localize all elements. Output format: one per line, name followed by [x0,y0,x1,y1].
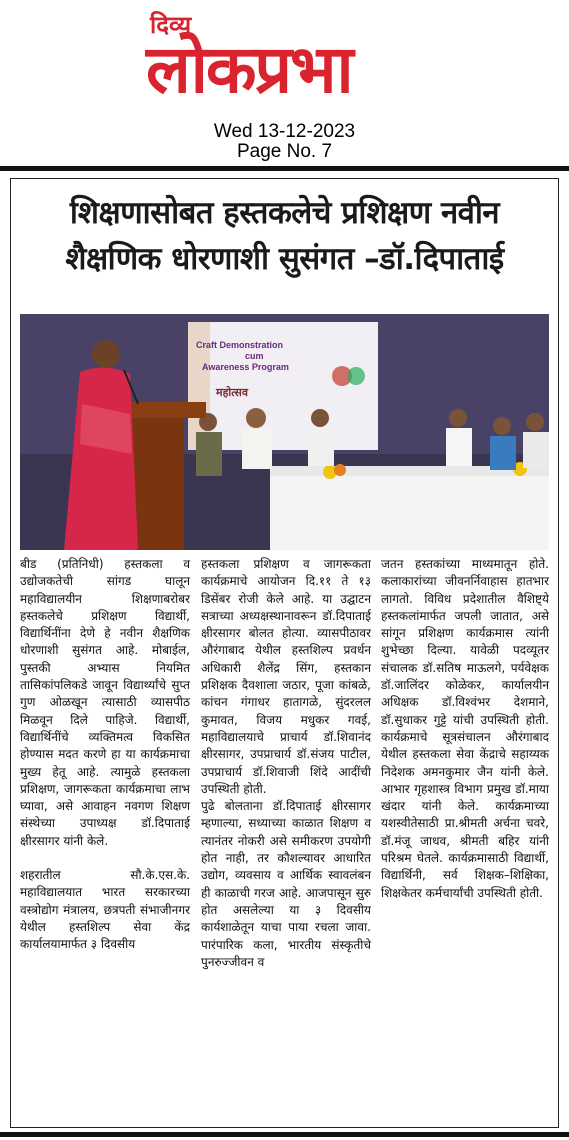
banner-title-3: Awareness Program [202,362,289,372]
banner-word: महोत्सव [216,386,248,399]
article-paragraph: बीड (प्रतिनिधी) हस्तकला व उद्योजकतेची सांगड घालून महाविद्यालयीन शिक्षणाबरोबर हस्तकलेचे प्रशिक्षण विद्यार्थी, विद्यार्थिनींना देणे हे नवीन शैक्षणिक धोरणाशी सुसंगत आहे. मोबाईल, पुस्तकी अभ्यास नियमित तासिकांपलिकडे जावून विद्यार्थ्यांचे सुप्त गुण ओळखून त्यासाठी व्यासपीठ मिळवून दिले पाहिजे. विद्यार्थी, विद्यार्थिनींचे व्यक्तिमत्व विकसित होण्यास मदत करणे हा या कार्यक्रमाचा मुख्य हेतू आहे. त्यामुळे हस्तकला प्रशिक्षण, जागरूकता कार्यक्रमाचा लाभ घ्यावा, असे आवाहन नवगण शिक्षण संस्थेच्या उपाध्यक्ष डॉ.दिपाताई क्षीरसागर यांनी केले. [20,557,190,848]
article-column-3 [381,556,549,902]
headline-line-2: शैक्षणिक धोरणाशी सुसंगत –डॉ.दिपाताई [65,241,504,277]
banner-title-1: Craft Demonstration [196,340,284,350]
article-column-2 [201,556,371,971]
headline-line-1: शिक्षणासोबत हस्तकलेचे प्रशिक्षण नवीन [69,195,500,231]
event-photo [20,314,549,550]
article-paragraph: हस्तकला प्रशिक्षण व जागरूकता कार्यक्रमाचे आयोजन दि.११ ते १३ डिसेंबर रोजी केले आहे. या उद्घाटन सत्राच्या अध्यक्षस्थानावरून डॉ.दिपाताई क्षीरसागर बोलत होत्या. व्यासपीठावर औरंगाबाद येथील हस्तशिल्प प्रवर्धन अधिकारी शैलेंद्र सिंग, हस्तकान प्रशिक्षक दैवशाला जठार, पूजा कांबळे, कांचन गंगाधर हातागळे, सुंदरलल कुमावत, विजय मधुकर गवई, महाविद्यालयाचे प्राचार्य डॉ.शिवानंद क्षीरसागर, उपप्राचार्य डॉ.संजय पाटील, उपप्राचार्य डॉ.शिवाजी शिंदे आदींची उपस्थिती होती. [201,557,371,796]
edition-date: Wed 13-12-2023 [213,121,356,142]
top-divider [0,166,569,171]
masthead [0,0,569,170]
page-number: Page No. 7 [236,141,333,162]
event-photo-illustration [20,314,549,550]
brand-small-text: दिव्य [150,10,192,39]
article-body [20,556,549,1124]
banner-title-2: cum [245,351,264,361]
bottom-divider [0,1132,569,1137]
article-paragraph: शहरातील सौ.के.एस.के. महाविद्यालयात भारत सरकारच्या वस्त्रोद्योग मंत्रालय, छत्रपती संभाजीनगर येथील हस्तशिल्प सेवा केंद्र कार्यालयामार्फत ३ दिवसीय [20,868,190,952]
article-paragraph: पुढे बोलताना डॉ.दिपाताई क्षीरसागर म्हणाल्या, सध्याच्या काळात शिक्षण व त्यानंतर नोकरी असे समीकरण उपयोगी होत नाही, तर कौशल्यावर आधारित उद्योग, व्यवसाय व आर्थिक स्वावलंबन ही काळाची गरज आहे. आजपासून सुरु होत असलेल्या या ३ दिवसीय कार्यशाळेतून याचा पाया रचला जावा. पारंपारिक कला, भारतीय संस्कृतीचे पुनरुज्जीवन व [201,799,371,969]
article-column-1 [20,556,190,954]
brand-logo: लोकप्रभा [146,31,352,108]
article-paragraph: जतन हस्तकांच्या माध्यमातून होते. कलाकारांच्या जीवनर्निवाहास हातभार लागतो. विविध प्रदेशातील वैशिष्ट्ये हस्तकलांमार्फत जपली जातात, असे सांगून प्रशिक्षण कार्यक्रमास त्यांनी शुभेच्छा दिल्या. यावेळी पदव्यूतर संचालक डॉ.सतिष माऊलगे, पर्यवेक्षक डॉ.जालिंदर कोळेकर, कार्यालयीन अधिक्षक डॉ.विश्वंभर देशमाने, डॉ.सुधाकर गुट्टे यांची उपस्थिती होती. कार्यक्रमाचे सूत्रसंचालन औरंगाबाद येथील हस्तकला सेवा केंद्राचे सहाय्यक निदेशक अमनकुमार जैन यांनी केले. आभार गृहशास्त्र विभाग प्रमुख डॉ.माया खंदार यांनी केले. कार्यक्रमाच्या यशस्वीतेसाठी प्रा.श्रीमती अर्चना चवरे, डॉ.मंजू जाधव, श्रीमती बहिर यांनी परिश्रम घेतले. कार्यक्रमासाठी विद्यार्थी, विद्यार्थिनी, सर्व शिक्षक–शिक्षिका, शिक्षकेतर कर्मचार्यांची उपस्थिती होती. [381,557,549,900]
article-headline [18,190,551,282]
